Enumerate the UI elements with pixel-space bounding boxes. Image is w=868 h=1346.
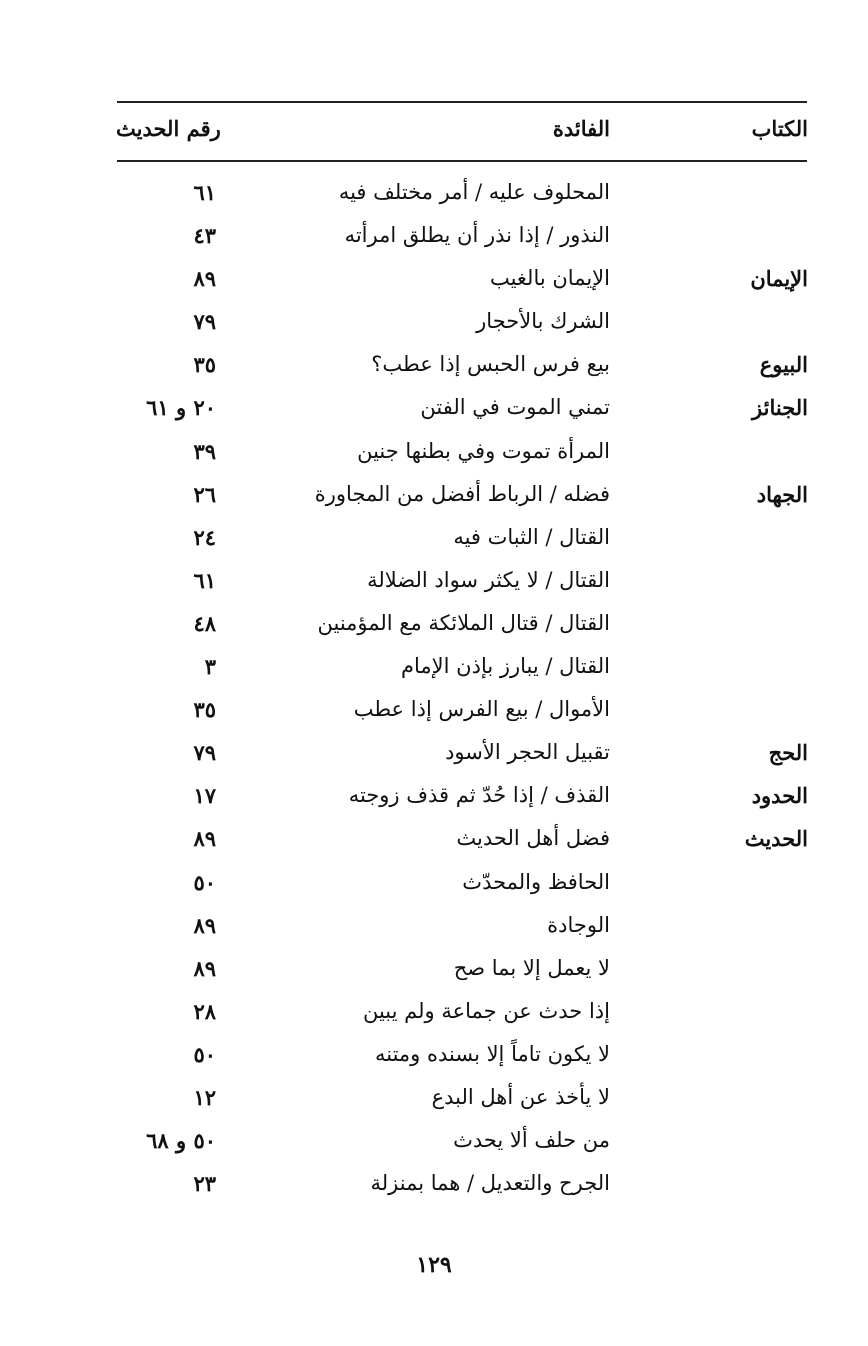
row-hadith-number: ٣٩	[193, 438, 216, 464]
row-benefit: تقبيل الحجر الأسود	[445, 740, 610, 765]
row-hadith-number: ٣	[204, 654, 216, 680]
row-hadith-number: ٢٨	[193, 998, 216, 1024]
row-hadith-number: ٤٨	[193, 610, 216, 636]
row-benefit: القتال / قتال الملائكة مع المؤمنين	[317, 610, 610, 635]
row-hadith-number: ٢٠ و ٦١	[146, 395, 216, 421]
row-hadith-number: ١٢	[193, 1084, 216, 1110]
table-row	[0, 474, 868, 517]
row-benefit: فضل أهل الحديث	[456, 826, 610, 851]
row-book: البيوع	[759, 352, 808, 378]
row-benefit: لا يأخذ عن أهل البدع	[431, 1084, 610, 1109]
row-book: الحج	[768, 740, 808, 766]
row-book: الحدود	[751, 783, 808, 809]
row-book: الجهاد	[756, 481, 808, 507]
row-benefit: من حلف ألا يحدث	[453, 1128, 610, 1153]
row-hadith-number: ٨٩	[193, 266, 216, 292]
row-benefit: الأموال / بيع الفرس إذا عطب	[353, 697, 610, 722]
row-benefit: لا يعمل إلا بما صح	[453, 955, 610, 980]
row-hadith-number: ٥٠	[193, 1041, 216, 1067]
row-hadith-number: ٢٣	[193, 1171, 216, 1197]
table-row	[0, 646, 868, 689]
table-row	[0, 1034, 868, 1077]
table-row	[0, 387, 868, 430]
row-hadith-number: ٨٩	[193, 955, 216, 981]
row-hadith-number: ٧٩	[193, 309, 216, 335]
row-benefit: القتال / الثبات فيه	[453, 524, 610, 549]
table-row	[0, 1120, 868, 1163]
table-row	[0, 689, 868, 732]
row-benefit: المرأة تموت وفي بطنها جنين	[357, 438, 610, 463]
row-book: الإيمان	[750, 266, 808, 292]
row-book: الجنائز	[752, 395, 808, 421]
header-benefit: الفائدة	[552, 116, 610, 141]
row-benefit: النذور / إذا نذر أن يطلق امرأته	[344, 223, 610, 248]
table-row	[0, 215, 868, 258]
page-number: ١٢٩	[416, 1252, 452, 1278]
row-hadith-number: ٤٣	[193, 223, 216, 249]
index-table	[0, 172, 868, 1206]
row-benefit: الوجادة	[547, 912, 610, 937]
row-hadith-number: ٦١	[193, 180, 216, 205]
table-row	[0, 431, 868, 474]
row-benefit: الإيمان بالغيب	[489, 266, 610, 291]
row-hadith-number: ٨٩	[193, 912, 216, 938]
table-row	[0, 301, 868, 344]
table-row	[0, 560, 868, 603]
table-row	[0, 775, 868, 818]
table-row	[0, 991, 868, 1034]
row-benefit: إذا حدث عن جماعة ولم يبين	[362, 998, 610, 1023]
table-row	[0, 1163, 868, 1206]
table-row	[0, 603, 868, 646]
row-benefit: فضله / الرباط أفضل من المجاورة	[314, 481, 610, 506]
header-hadith-number: رقم الحديث	[116, 116, 221, 141]
row-benefit: الجرح والتعديل / هما بمنزلة	[370, 1171, 610, 1196]
row-hadith-number: ٣٥	[193, 352, 216, 378]
row-benefit: الحافظ والمحدّث	[462, 869, 610, 894]
row-hadith-number: ٢٤	[193, 524, 216, 550]
row-benefit: المحلوف عليه / أمر مختلف فيه	[338, 180, 610, 204]
row-benefit: تمني الموت في الفتن	[420, 395, 610, 420]
table-row	[0, 862, 868, 905]
row-hadith-number: ٦١	[193, 567, 216, 593]
row-benefit: القتال / يبارز بإذن الإمام	[401, 654, 610, 679]
table-row	[0, 948, 868, 991]
row-benefit: بيع فرس الحبس إذا عطب؟	[371, 352, 610, 377]
row-hadith-number: ٥٠ و ٦٨	[146, 1128, 216, 1154]
row-benefit: لا يكون تاماً إلا بسنده ومتنه	[374, 1041, 610, 1066]
row-hadith-number: ٣٥	[193, 697, 216, 723]
table-row	[0, 905, 868, 948]
row-benefit: الشرك بالأحجار	[476, 309, 610, 334]
table-row	[0, 344, 868, 387]
row-hadith-number: ٥٠	[193, 869, 216, 895]
top-rule	[117, 101, 807, 103]
table-row	[0, 517, 868, 560]
row-hadith-number: ٧٩	[193, 740, 216, 766]
row-hadith-number: ٢٦	[193, 481, 216, 507]
row-book: الحديث	[744, 826, 808, 852]
row-hadith-number: ١٧	[193, 783, 216, 809]
row-benefit: القتال / لا يكثر سواد الضلالة	[367, 567, 610, 592]
table-row	[0, 258, 868, 301]
table-row	[0, 172, 868, 215]
table-row	[0, 732, 868, 775]
header-book: الكتاب	[751, 116, 808, 141]
table-row	[0, 818, 868, 861]
row-hadith-number: ٨٩	[193, 826, 216, 852]
table-row	[0, 1077, 868, 1120]
header-rule	[117, 160, 807, 162]
row-benefit: القذف / إذا حُدّ ثم قذف زوجته	[348, 783, 610, 808]
